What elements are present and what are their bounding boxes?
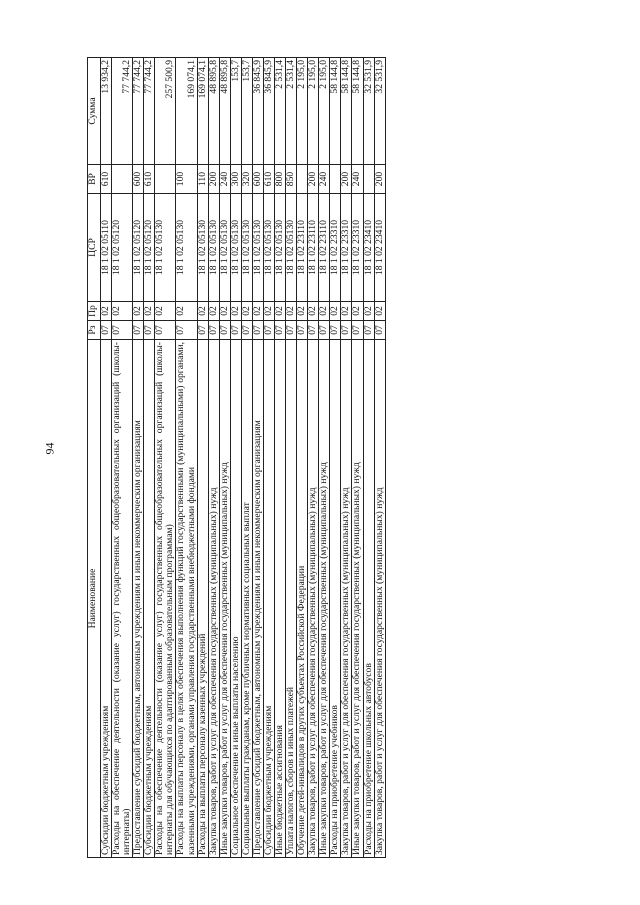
row-rz: 07 — [286, 321, 297, 340]
row-rz: 07 — [275, 321, 286, 340]
row-name: Субсидии бюджетным учреждениям — [101, 340, 112, 858]
header-row — [88, 58, 101, 858]
table-row — [230, 58, 241, 858]
row-rz: 07 — [144, 321, 155, 340]
row-vr: 610 — [144, 165, 155, 194]
row-sum: 2 195,0 — [297, 58, 308, 165]
row-csr: 18 1 02 05120 — [112, 194, 133, 302]
rotated-page — [87, 58, 559, 858]
row-pr: 02 — [252, 302, 263, 321]
header-pr: Пр — [88, 302, 101, 321]
row-name: Закупка товаров, работ и услуг для обеспечения государственных (муниципальных) нужд — [208, 340, 219, 858]
row-name: Расходы на обеспечение деятельности (оказание услуг) государственных общеобразовательных организаций (школы-интернаты для обучающихся по адаптированным образовательным программам) — [155, 340, 176, 858]
row-vr: 200 — [341, 165, 352, 194]
row-rz: 07 — [208, 321, 219, 340]
row-name: Предоставление субсидий бюджетным, автономным учреждениям и иным некоммерческим организациям — [252, 340, 263, 858]
row-sum: 77 744,2 — [112, 58, 133, 165]
row-name: Расходы на выплаты персоналу казенных учреждений — [197, 340, 208, 858]
row-vr: 200 — [208, 165, 219, 194]
table-row — [208, 58, 219, 858]
row-pr: 02 — [155, 302, 176, 321]
row-sum: 48 895,8 — [208, 58, 219, 165]
row-sum: 32 531,9 — [363, 58, 374, 165]
row-pr: 02 — [275, 302, 286, 321]
row-csr: 18 1 02 05130 — [219, 194, 230, 302]
row-name: Расходы на приобретение учебников — [330, 340, 341, 858]
row-vr: 600 — [133, 165, 144, 194]
row-name: Обучение детей-инвалидов в других субъектах Российской Федерации — [297, 340, 308, 858]
row-sum: 153,7 — [241, 58, 252, 165]
header-sum: Сумма — [88, 58, 101, 165]
row-name: Иные закупки товаров, работ и услуг для обеспечения государственных (муниципальных) нужд — [219, 340, 230, 858]
row-vr — [297, 165, 308, 194]
row-rz: 07 — [101, 321, 112, 340]
table-row — [101, 58, 112, 858]
table-row — [341, 58, 352, 858]
row-name: Предоставление субсидий бюджетным, автономным учреждениям и иным некоммерческим организациям — [133, 340, 144, 858]
row-pr: 02 — [133, 302, 144, 321]
row-csr: 18 1 02 23110 — [297, 194, 308, 302]
row-csr: 18 1 02 05130 — [197, 194, 208, 302]
table-row — [275, 58, 286, 858]
row-vr: 610 — [263, 165, 274, 194]
row-pr: 02 — [363, 302, 374, 321]
row-pr: 02 — [374, 302, 385, 321]
page-number: 94 — [42, 442, 57, 455]
table-row — [363, 58, 374, 858]
table-row — [144, 58, 155, 858]
row-name: Расходы на приобретение школьных автобусов — [363, 340, 374, 858]
row-sum: 13 934,2 — [101, 58, 112, 165]
row-csr: 18 1 02 05130 — [275, 194, 286, 302]
table-row — [308, 58, 319, 858]
table-row — [241, 58, 252, 858]
row-pr: 02 — [319, 302, 330, 321]
row-pr: 02 — [297, 302, 308, 321]
header-vr: ВР — [88, 165, 101, 194]
table-row — [112, 58, 133, 858]
row-pr: 02 — [101, 302, 112, 321]
row-name: Субсидии бюджетным учреждениям — [263, 340, 274, 858]
row-name: Уплата налогов, сборов и иных платежей — [286, 340, 297, 858]
row-pr: 02 — [330, 302, 341, 321]
row-csr: 18 1 02 05130 — [208, 194, 219, 302]
row-pr: 02 — [219, 302, 230, 321]
row-pr: 02 — [241, 302, 252, 321]
row-pr: 02 — [286, 302, 297, 321]
row-csr: 18 1 02 05120 — [144, 194, 155, 302]
row-vr: 320 — [241, 165, 252, 194]
row-sum: 169 074,1 — [197, 58, 208, 165]
row-pr: 02 — [197, 302, 208, 321]
header-rz: Рз — [88, 321, 101, 340]
row-csr: 18 1 02 05130 — [286, 194, 297, 302]
row-rz: 07 — [197, 321, 208, 340]
row-vr: 240 — [319, 165, 330, 194]
row-csr: 18 1 02 05130 — [155, 194, 176, 302]
row-sum: 169 074,1 — [176, 58, 197, 165]
row-rz: 07 — [363, 321, 374, 340]
table-row — [352, 58, 363, 858]
row-vr — [112, 165, 133, 194]
row-csr: 18 1 02 05110 — [101, 194, 112, 302]
row-name: Иные бюджетные ассигнования — [275, 340, 286, 858]
row-vr — [363, 165, 374, 194]
row-sum: 36 845,9 — [263, 58, 274, 165]
row-csr: 18 1 02 05130 — [230, 194, 241, 302]
row-rz: 07 — [263, 321, 274, 340]
row-sum: 32 531,9 — [374, 58, 385, 165]
row-pr: 02 — [112, 302, 133, 321]
row-vr: 110 — [197, 165, 208, 194]
row-sum: 2 195,0 — [319, 58, 330, 165]
row-sum: 36 845,9 — [252, 58, 263, 165]
row-name: Иные закупки товаров, работ и услуг для обеспечения государственных (муниципальных) нужд — [319, 340, 330, 858]
row-rz: 07 — [230, 321, 241, 340]
row-name: Субсидии бюджетным учреждениям — [144, 340, 155, 858]
row-vr — [155, 165, 176, 194]
row-rz: 07 — [341, 321, 352, 340]
row-vr: 200 — [374, 165, 385, 194]
row-pr: 02 — [230, 302, 241, 321]
row-name: Социальное обеспечение и иные выплаты населению — [230, 340, 241, 858]
row-csr: 18 1 02 23310 — [352, 194, 363, 302]
row-sum: 58 144,8 — [352, 58, 363, 165]
row-sum: 58 144,8 — [341, 58, 352, 165]
table-row — [263, 58, 274, 858]
row-csr: 18 1 02 23410 — [363, 194, 374, 302]
row-vr: 240 — [352, 165, 363, 194]
row-pr: 02 — [308, 302, 319, 321]
row-rz: 07 — [330, 321, 341, 340]
row-vr — [330, 165, 341, 194]
row-csr: 18 1 02 23110 — [319, 194, 330, 302]
row-name: Закупка товаров, работ и услуг для обеспечения государственных (муниципальных) нужд — [308, 340, 319, 858]
row-pr: 02 — [208, 302, 219, 321]
table-row — [197, 58, 208, 858]
table-row — [176, 58, 197, 858]
row-pr: 02 — [341, 302, 352, 321]
row-csr: 18 1 02 23410 — [374, 194, 385, 302]
header-csr: ЦСР — [88, 194, 101, 302]
table-row — [155, 58, 176, 858]
budget-table — [87, 57, 386, 858]
row-rz: 07 — [252, 321, 263, 340]
row-sum: 2 531,4 — [286, 58, 297, 165]
row-name: Закупка товаров, работ и услуг для обеспечения государственных (муниципальных) нужд — [341, 340, 352, 858]
table-row — [330, 58, 341, 858]
row-vr: 610 — [101, 165, 112, 194]
table-row — [297, 58, 308, 858]
row-sum: 77 744,2 — [133, 58, 144, 165]
row-rz: 07 — [374, 321, 385, 340]
table-row — [374, 58, 385, 858]
table-row — [286, 58, 297, 858]
header-name: Наименование — [88, 340, 101, 858]
row-csr: 18 1 02 05120 — [133, 194, 144, 302]
row-name: Расходы на выплаты персоналу в целях обеспечения выполнения функций государственными (муниципальными) органами, казенными учреждениями, органами управления государственными внебюджетными фондами — [176, 340, 197, 858]
row-vr: 850 — [286, 165, 297, 194]
row-name: Расходы на обеспечение деятельности (оказание услуг) государственных общеобразовательных организаций (школы-интернаты) — [112, 340, 133, 858]
row-sum: 2 195,0 — [308, 58, 319, 165]
row-sum: 257 500,9 — [155, 58, 176, 165]
row-csr: 18 1 02 23310 — [330, 194, 341, 302]
row-rz: 07 — [133, 321, 144, 340]
row-rz: 07 — [319, 321, 330, 340]
row-sum: 77 744,2 — [144, 58, 155, 165]
row-vr: 200 — [308, 165, 319, 194]
row-pr: 02 — [176, 302, 197, 321]
row-sum: 48 895,8 — [219, 58, 230, 165]
row-vr: 600 — [252, 165, 263, 194]
row-name: Иные закупки товаров, работ и услуг для обеспечения государственных (муниципальных) нужд — [352, 340, 363, 858]
table-row — [219, 58, 230, 858]
row-csr: 18 1 02 23110 — [308, 194, 319, 302]
row-csr: 18 1 02 23310 — [341, 194, 352, 302]
row-pr: 02 — [263, 302, 274, 321]
row-rz: 07 — [241, 321, 252, 340]
row-rz: 07 — [297, 321, 308, 340]
row-vr: 100 — [176, 165, 197, 194]
row-csr: 18 1 02 05130 — [176, 194, 197, 302]
row-csr: 18 1 02 05130 — [263, 194, 274, 302]
row-name: Закупка товаров, работ и услуг для обеспечения государственных (муниципальных) нужд — [374, 340, 385, 858]
row-csr: 18 1 02 05130 — [241, 194, 252, 302]
row-csr: 18 1 02 05130 — [252, 194, 263, 302]
row-rz: 07 — [155, 321, 176, 340]
row-pr: 02 — [352, 302, 363, 321]
table-row — [133, 58, 144, 858]
table-row — [252, 58, 263, 858]
row-sum: 58 144,8 — [330, 58, 341, 165]
row-sum: 2 531,4 — [275, 58, 286, 165]
row-rz: 07 — [176, 321, 197, 340]
row-pr: 02 — [144, 302, 155, 321]
row-rz: 07 — [112, 321, 133, 340]
row-rz: 07 — [308, 321, 319, 340]
row-sum: 153,7 — [230, 58, 241, 165]
row-vr: 240 — [219, 165, 230, 194]
row-rz: 07 — [219, 321, 230, 340]
row-name: Социальные выплаты гражданам, кроме публичных нормативных социальных выплат — [241, 340, 252, 858]
table-row — [319, 58, 330, 858]
row-vr: 300 — [230, 165, 241, 194]
row-rz: 07 — [352, 321, 363, 340]
row-vr: 800 — [275, 165, 286, 194]
